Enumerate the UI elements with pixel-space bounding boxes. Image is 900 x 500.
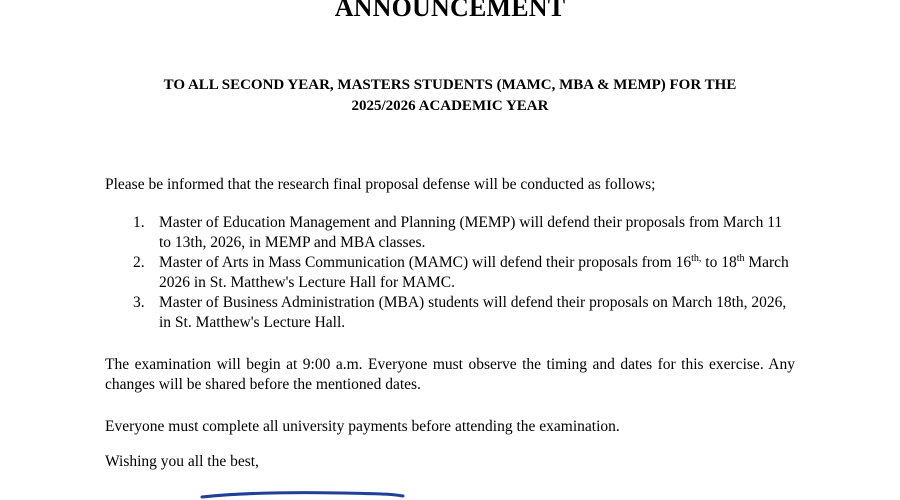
subtitle-line-1: TO ALL SECOND YEAR, MASTERS STUDENTS (MAMC, MBA & MEMP) FOR THE (163, 77, 737, 93)
list-item-text-part-c: March 2026 in St. Matthew's Lecture Hall for MAMC. (159, 254, 789, 291)
ordinal-superscript: th, (691, 252, 702, 264)
ordinal-superscript: th (736, 252, 745, 264)
list-item (105, 213, 795, 253)
payment-paragraph: Everyone must complete all university payments before attending the examination. (105, 418, 620, 435)
list-item-number: 3. (133, 294, 145, 311)
list-item-text: Master of Business Administration (MBA) students will defend their proposals on March 18th, 2026, in St. Matthew's Lecture Hall. (159, 294, 787, 331)
closing-line: Wishing you all the best, (105, 453, 259, 470)
list-item-text: Master of Education Management and Planning (MEMP) will defend their proposals from March 11 to 13th, 2026, in MEMP and MBA classes. (159, 214, 783, 251)
list-item-text-part-b: to 18 (701, 254, 737, 271)
examination-paragraph: The examination will begin at 9:00 a.m. Everyone must observe the timing and dates for this exercise. Any changes will be shared before the mentioned dates. (105, 356, 795, 393)
list-item-text-part-a: Master of Arts in Mass Communication (MAMC) will defend their proposals from 16 (159, 254, 692, 271)
signature-mark (200, 490, 405, 500)
subtitle-line-2: 2025/2026 ACADEMIC YEAR (351, 98, 549, 114)
announcement-subtitle (90, 75, 810, 117)
list-item-number: 2. (133, 254, 145, 271)
announcement-title: ANNOUNCEMENT (334, 0, 566, 22)
defense-schedule-list (105, 213, 795, 333)
list-item-number: 1. (133, 214, 145, 231)
list-item (105, 293, 795, 333)
intro-paragraph: Please be informed that the research final proposal defense will be conducted as follows; (105, 176, 656, 193)
list-item (105, 253, 795, 293)
